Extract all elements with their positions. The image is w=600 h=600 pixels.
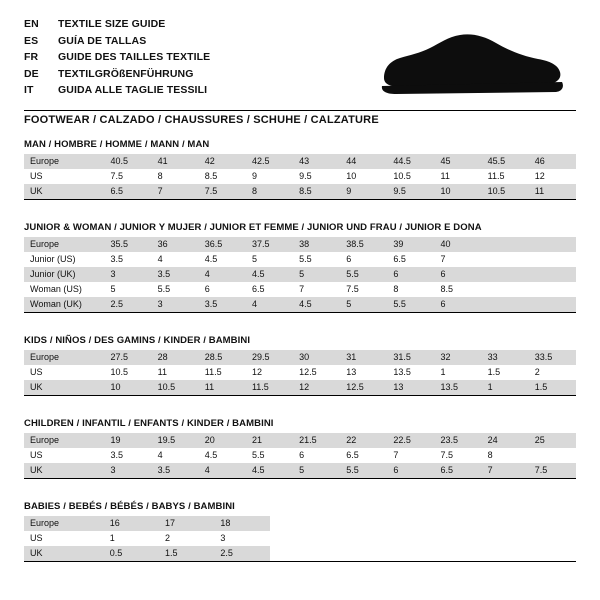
size-cell: 5 [105, 282, 152, 297]
row-label: Woman (US) [24, 282, 105, 297]
table-row [24, 267, 576, 282]
size-cell: 33.5 [529, 350, 576, 365]
size-cell: 41 [152, 154, 199, 169]
size-cell [529, 267, 576, 282]
row-label: Europe [24, 237, 105, 252]
language-title: TEXTILGRÖßENFÜHRUNG [58, 67, 194, 80]
table-row [24, 448, 576, 463]
size-cell: 40.5 [105, 154, 152, 169]
size-cell: 12 [293, 380, 340, 395]
size-cell: 13 [340, 365, 387, 380]
size-section [24, 418, 576, 479]
size-cell: 32 [435, 350, 482, 365]
row-label: Woman (UK) [24, 297, 105, 312]
table-row [24, 463, 576, 478]
size-cell: 11.5 [246, 380, 293, 395]
dress-shoe-icon [376, 30, 566, 102]
size-cell: 36.5 [199, 237, 246, 252]
size-cell: 29.5 [246, 350, 293, 365]
section-divider [24, 312, 576, 313]
size-cell: 5.5 [293, 252, 340, 267]
size-cell: 7 [435, 252, 482, 267]
size-cell: 6 [387, 267, 434, 282]
size-cell: 35.5 [105, 237, 152, 252]
size-cell: 21.5 [293, 433, 340, 448]
size-section [24, 139, 576, 200]
size-cell [482, 282, 529, 297]
size-cell: 6.5 [105, 184, 152, 199]
header [24, 18, 576, 126]
size-cell [529, 282, 576, 297]
size-table [24, 350, 576, 395]
size-cell: 5.5 [387, 297, 434, 312]
size-cell: 8 [482, 448, 529, 463]
size-cell: 8 [246, 184, 293, 199]
size-cell: 6 [293, 448, 340, 463]
size-cell: 11.5 [482, 169, 529, 184]
section-title: MAN / HOMBRE / HOMME / MANN / MAN [24, 139, 210, 150]
size-cell: 6 [199, 282, 246, 297]
size-section [24, 501, 576, 562]
section-title: JUNIOR & WOMAN / JUNIOR Y MUJER / JUNIOR ET FEMME / JUNIOR UND FRAU / JUNIOR E DONA [24, 222, 482, 233]
size-cell: 4 [246, 297, 293, 312]
row-label: UK [24, 463, 105, 478]
size-cell: 19.5 [152, 433, 199, 448]
table-row [24, 252, 576, 267]
size-cell: 8.5 [293, 184, 340, 199]
size-cell: 12 [246, 365, 293, 380]
row-label: UK [24, 546, 104, 561]
size-cell: 20 [199, 433, 246, 448]
size-cell: 5.5 [152, 282, 199, 297]
size-cell: 7.5 [435, 448, 482, 463]
language-code: EN [24, 18, 39, 30]
size-cell: 28 [152, 350, 199, 365]
size-cell: 2 [159, 531, 214, 546]
size-section [24, 335, 576, 396]
size-cell [529, 252, 576, 267]
table-row [24, 350, 576, 365]
row-label: Europe [24, 154, 105, 169]
table-row [24, 169, 576, 184]
size-cell [482, 252, 529, 267]
language-code: DE [24, 67, 39, 80]
row-label: Junior (UK) [24, 267, 105, 282]
row-label: Europe [24, 433, 105, 448]
table-row [24, 516, 270, 531]
size-cell: 46 [529, 154, 576, 169]
size-cell: 11.5 [199, 365, 246, 380]
size-cell: 6 [387, 463, 434, 478]
size-cell: 6.5 [246, 282, 293, 297]
size-cell: 6.5 [435, 463, 482, 478]
size-cell: 2.5 [214, 546, 269, 561]
language-title: GUIDA ALLE TAGLIE TESSILI [58, 84, 208, 96]
size-cell: 44.5 [387, 154, 434, 169]
size-cell: 7 [293, 282, 340, 297]
size-cell: 5.5 [246, 448, 293, 463]
row-label: US [24, 448, 105, 463]
size-cell: 10 [105, 380, 152, 395]
size-cell: 7 [387, 448, 434, 463]
table-row [24, 531, 270, 546]
row-label: Junior (US) [24, 252, 105, 267]
size-cell: 6.5 [340, 448, 387, 463]
size-cell: 6 [435, 267, 482, 282]
size-cell: 31 [340, 350, 387, 365]
table-row [24, 237, 576, 252]
size-cell: 4.5 [199, 448, 246, 463]
size-cell: 45.5 [482, 154, 529, 169]
size-cell: 3.5 [199, 297, 246, 312]
size-sections [24, 139, 576, 562]
size-table [24, 154, 576, 199]
size-cell: 10.5 [152, 380, 199, 395]
table-row [24, 297, 576, 312]
size-cell: 1.5 [482, 365, 529, 380]
size-cell [482, 237, 529, 252]
size-cell: 7 [152, 184, 199, 199]
section-title: CHILDREN / INFANTIL / ENFANTS / KINDER / BAMBINI [24, 418, 274, 429]
row-label: UK [24, 380, 105, 395]
size-cell [529, 237, 576, 252]
size-cell: 11 [152, 365, 199, 380]
size-cell: 17 [159, 516, 214, 531]
section-divider [24, 561, 576, 562]
size-cell: 11 [435, 169, 482, 184]
size-cell: 28.5 [199, 350, 246, 365]
language-title: TEXTILE SIZE GUIDE [58, 18, 166, 30]
section-title: KIDS / NIÑOS / DES GAMINS / KINDER / BAMBINI [24, 335, 251, 346]
size-cell: 1 [435, 365, 482, 380]
size-section [24, 222, 576, 313]
size-cell: 31.5 [387, 350, 434, 365]
size-cell: 10.5 [105, 365, 152, 380]
size-cell: 4.5 [246, 267, 293, 282]
size-cell: 3 [214, 531, 269, 546]
size-cell: 5 [246, 252, 293, 267]
size-cell: 3 [105, 463, 152, 478]
size-cell: 45 [435, 154, 482, 169]
size-cell: 3 [152, 297, 199, 312]
size-cell: 5.5 [340, 267, 387, 282]
header-divider [24, 110, 576, 111]
table-row [24, 433, 576, 448]
size-cell: 30 [293, 350, 340, 365]
size-cell: 16 [104, 516, 159, 531]
size-cell [529, 448, 576, 463]
table-row [24, 546, 270, 561]
size-cell: 9.5 [293, 169, 340, 184]
size-cell: 10 [435, 184, 482, 199]
size-cell: 2.5 [105, 297, 152, 312]
table-row [24, 154, 576, 169]
row-label: US [24, 531, 104, 546]
table-row [24, 380, 576, 395]
size-cell: 6 [435, 297, 482, 312]
table-row [24, 282, 576, 297]
size-cell: 11 [199, 380, 246, 395]
size-cell: 12 [529, 169, 576, 184]
size-cell: 8 [152, 169, 199, 184]
size-cell: 44 [340, 154, 387, 169]
size-cell: 3.5 [105, 448, 152, 463]
row-label: UK [24, 184, 105, 199]
size-table [24, 433, 576, 478]
size-cell: 4 [199, 463, 246, 478]
size-cell: 27.5 [105, 350, 152, 365]
size-cell: 5 [340, 297, 387, 312]
size-cell: 9 [340, 184, 387, 199]
size-cell: 8 [387, 282, 434, 297]
table-row [24, 365, 576, 380]
size-cell: 7.5 [199, 184, 246, 199]
footwear-title: FOOTWEAR / CALZADO / CHAUSSURES / SCHUHE / CALZATURE [24, 113, 379, 126]
section-divider [24, 478, 576, 479]
size-cell: 1.5 [529, 380, 576, 395]
size-cell: 25 [529, 433, 576, 448]
size-cell: 5 [293, 267, 340, 282]
size-cell: 12.5 [293, 365, 340, 380]
size-cell: 3 [105, 267, 152, 282]
section-divider [24, 395, 576, 396]
size-cell: 9 [246, 169, 293, 184]
size-cell: 4.5 [199, 252, 246, 267]
size-cell: 10 [340, 169, 387, 184]
size-cell: 6.5 [387, 252, 434, 267]
size-cell: 8.5 [199, 169, 246, 184]
size-cell: 38 [293, 237, 340, 252]
size-cell: 24 [482, 433, 529, 448]
size-cell: 33 [482, 350, 529, 365]
size-cell: 1.5 [159, 546, 214, 561]
size-cell: 10.5 [482, 184, 529, 199]
language-title: GUIDE DES TAILLES TEXTILE [58, 51, 211, 63]
size-cell: 5 [293, 463, 340, 478]
language-code: FR [24, 51, 39, 63]
size-cell: 1 [104, 531, 159, 546]
size-cell: 19 [105, 433, 152, 448]
table-row [24, 184, 576, 199]
size-cell: 7.5 [105, 169, 152, 184]
size-cell: 40 [435, 237, 482, 252]
language-title: GUÍA DE TALLAS [58, 34, 147, 47]
size-cell: 3.5 [105, 252, 152, 267]
size-cell: 7.5 [340, 282, 387, 297]
size-cell: 13.5 [387, 365, 434, 380]
size-cell: 3.5 [152, 463, 199, 478]
size-cell [529, 297, 576, 312]
row-label: Europe [24, 350, 105, 365]
size-cell: 43 [293, 154, 340, 169]
size-cell: 4.5 [293, 297, 340, 312]
section-title: BABIES / BEBÉS / BÉBÉS / BABYS / BAMBINI [24, 501, 235, 512]
size-cell: 8.5 [435, 282, 482, 297]
size-cell: 10.5 [387, 169, 434, 184]
size-cell: 23.5 [435, 433, 482, 448]
size-cell: 4.5 [246, 463, 293, 478]
size-cell: 4 [152, 252, 199, 267]
size-cell: 0.5 [104, 546, 159, 561]
size-cell: 22.5 [387, 433, 434, 448]
size-cell: 12.5 [340, 380, 387, 395]
size-cell: 42 [199, 154, 246, 169]
size-cell: 9.5 [387, 184, 434, 199]
size-cell: 2 [529, 365, 576, 380]
size-cell: 5.5 [340, 463, 387, 478]
size-table [24, 516, 270, 561]
size-cell: 38.5 [340, 237, 387, 252]
size-cell: 6 [340, 252, 387, 267]
size-cell: 13.5 [435, 380, 482, 395]
size-cell: 42.5 [246, 154, 293, 169]
size-cell: 11 [529, 184, 576, 199]
row-label: Europe [24, 516, 104, 531]
language-code: IT [24, 84, 34, 96]
size-cell: 13 [387, 380, 434, 395]
size-cell: 21 [246, 433, 293, 448]
size-cell: 39 [387, 237, 434, 252]
size-cell: 4 [199, 267, 246, 282]
size-cell: 18 [214, 516, 269, 531]
size-table [24, 237, 576, 312]
size-cell: 1 [482, 380, 529, 395]
size-cell [482, 267, 529, 282]
size-cell: 7.5 [529, 463, 576, 478]
language-code: ES [24, 34, 39, 47]
size-cell: 36 [152, 237, 199, 252]
size-cell: 4 [152, 448, 199, 463]
size-cell: 37.5 [246, 237, 293, 252]
row-label: US [24, 169, 105, 184]
size-cell [482, 297, 529, 312]
size-cell: 3.5 [152, 267, 199, 282]
size-cell: 22 [340, 433, 387, 448]
size-cell: 7 [482, 463, 529, 478]
row-label: US [24, 365, 105, 380]
section-divider [24, 199, 576, 200]
